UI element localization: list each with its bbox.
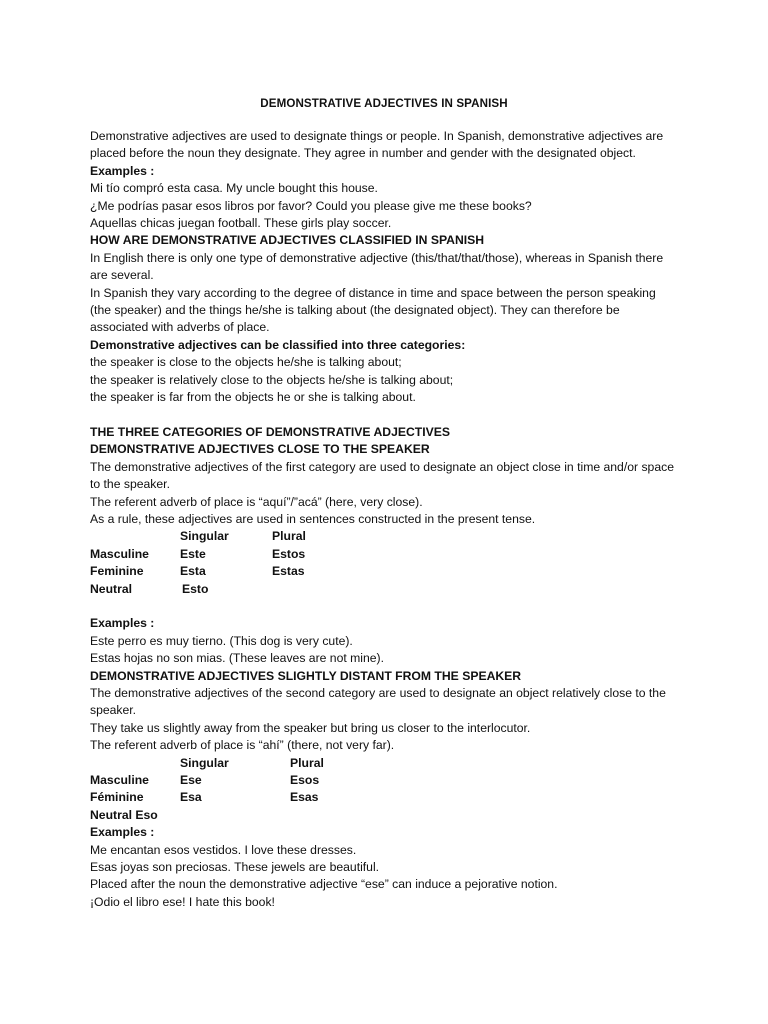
paragraph: The referent adverb of place is “aquí”/”acá” (here, very close). [90, 494, 423, 509]
example-line: Mi tío compró esta casa. My uncle bought this house. [90, 181, 378, 196]
page-title: DEMONSTRATIVE ADJECTIVES IN SPANISH [260, 97, 508, 110]
spacer [90, 598, 680, 615]
table-row [90, 789, 680, 806]
document-body [90, 128, 680, 911]
table-row [90, 807, 680, 824]
paragraph: In English there is only one type of demonstrative adjective (this/that/that/those), whereas in Spanish there are several. [90, 250, 664, 283]
category-item: the speaker is relatively close to the objects he/she is talking about; [90, 372, 454, 387]
example-line: Este perro es muy tierno. (This dog is very cute). [90, 633, 353, 648]
paragraph: In Spanish they vary according to the degree of distance in time and space between the person speaking (the speaker) and the things he/she is talking about (the designated object). They can therefore be associated with adverbs of place. [90, 285, 656, 335]
paragraph: The referent adverb of place is “ahí” (there, not very far). [90, 738, 395, 753]
row-label: Masculine [90, 772, 149, 787]
row-label: Masculine [90, 546, 149, 561]
section-heading-close: DEMONSTRATIVE ADJECTIVES CLOSE TO THE SPEAKER [90, 442, 430, 457]
category-item: the speaker is far from the objects he or she is talking about. [90, 390, 416, 405]
column-header-singular: Singular [180, 755, 229, 770]
row-label: Neutral [90, 581, 132, 596]
example-line: Estas hojas no son mias. (These leaves are not mine). [90, 651, 384, 666]
table-row [90, 546, 680, 563]
column-header-plural: Plural [272, 529, 306, 544]
paragraph: As a rule, these adjectives are used in sentences constructed in the present tense. [90, 511, 536, 526]
singular-cell: Esa [180, 790, 202, 805]
row-label: Féminine [90, 790, 144, 805]
plural-cell: Estos [272, 546, 306, 561]
examples-heading: Examples : [90, 163, 155, 178]
singular-cell: Esta [180, 564, 206, 579]
example-line: Esas joyas son preciosas. These jewels are beautiful. [90, 859, 380, 874]
paragraph: The demonstrative adjectives of the second category are used to designate an object relatively close to the speaker. [90, 685, 666, 718]
examples-heading: Examples : [90, 825, 155, 840]
paragraph: The demonstrative adjectives of the first category are used to designate an object close in time and/or space to the speaker. [90, 459, 674, 492]
row-label: Neutral Eso [90, 807, 158, 822]
paragraph: They take us slightly away from the speaker but bring us closer to the interlocutor. [90, 720, 531, 735]
section-heading-three-categories: THE THREE CATEGORIES OF DEMONSTRATIVE ADJECTIVES [90, 424, 451, 439]
singular-cell: Ese [180, 772, 202, 787]
plural-cell: Estas [272, 564, 305, 579]
example-line: Aquellas chicas juegan football. These girls play soccer. [90, 216, 392, 231]
section-heading-slightly-distant: DEMONSTRATIVE ADJECTIVES SLIGHTLY DISTANT FROM THE SPEAKER [90, 668, 522, 683]
example-line: Me encantan esos vestidos. I love these dresses. [90, 842, 357, 857]
examples-heading: Examples : [90, 616, 155, 631]
singular-cell: Esto [182, 581, 209, 596]
plural-cell: Esas [290, 790, 319, 805]
intro-paragraph: Demonstrative adjectives are used to designate things or people. In Spanish, demonstrative adjectives are placed before the noun they designate. They agree in number and gender with the designated object. [90, 129, 664, 161]
row-label: Feminine [90, 564, 144, 579]
spacer [90, 407, 680, 424]
table-header-row [90, 755, 680, 772]
plural-cell: Esos [290, 772, 320, 787]
column-header-singular: Singular [180, 529, 229, 544]
example-line: ¡Odio el libro ese! I hate this book! [90, 894, 275, 909]
category-item: the speaker is close to the objects he/she is talking about; [90, 355, 402, 370]
singular-cell: Este [180, 546, 206, 561]
example-line: ¿Me podrías pasar esos libros por favor? Could you please give me these books? [90, 198, 532, 213]
column-header-plural: Plural [290, 755, 324, 770]
categories-heading: Demonstrative adjectives can be classified into three categories: [90, 337, 466, 352]
section-heading-classified: HOW ARE DEMONSTRATIVE ADJECTIVES CLASSIFIED IN SPANISH [90, 233, 485, 248]
example-line: Placed after the noun the demonstrative adjective “ese” can induce a pejorative notion. [90, 877, 558, 892]
table-row [90, 772, 680, 789]
table-row [90, 581, 680, 598]
table-header-row [90, 528, 680, 545]
table-row [90, 563, 680, 580]
